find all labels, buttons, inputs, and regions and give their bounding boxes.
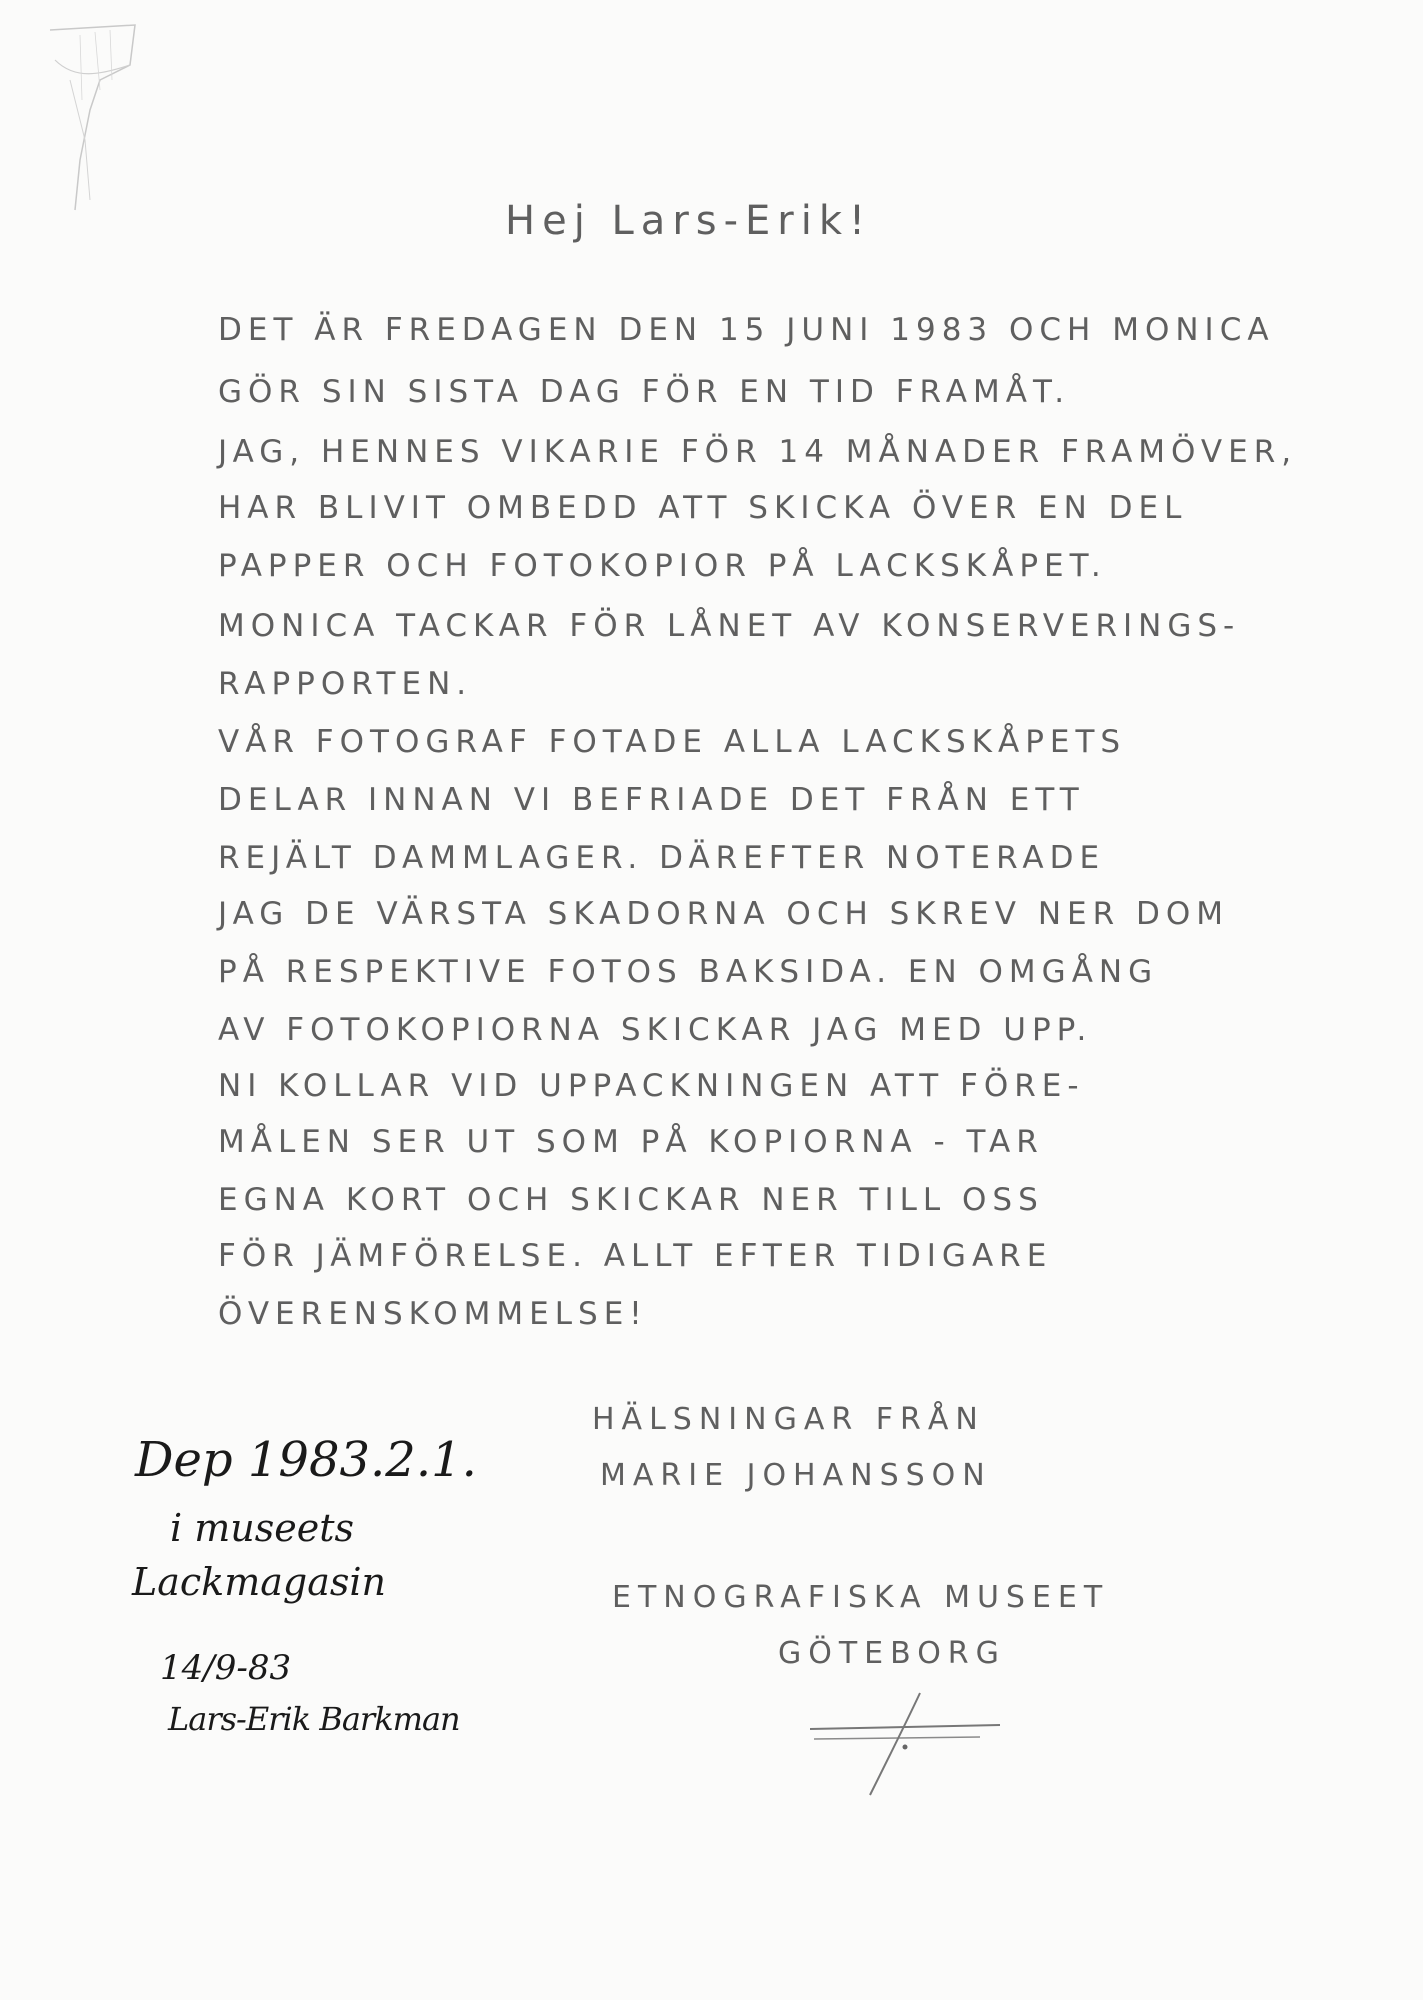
closing-organization: ETNOGRAFISKA MUSEET <box>612 1580 1110 1615</box>
letter-line: GÖR SIN SISTA DAG FÖR EN TID FRAMÅT. <box>218 374 1071 410</box>
letter-line: EGNA KORT OCH SKICKAR NER TILL OSS <box>218 1182 1044 1218</box>
letter-line: JAG, HENNES VIKARIE FÖR 14 MÅNADER FRAMÖVER, <box>218 434 1298 470</box>
deposit-number: Dep 1983.2.1. <box>135 1432 477 1488</box>
letter-line: ÖVERENSKOMMELSE! <box>218 1296 648 1332</box>
closing-greeting: HÄLSNINGAR FRÅN <box>592 1402 985 1437</box>
letter-line: VÅR FOTOGRAF FOTADE ALLA LACKSKÅPETS <box>218 724 1127 760</box>
letter-line: DELAR INNAN VI BEFRIADE DET FRÅN ETT <box>218 782 1085 818</box>
annotation-date: 14/9-83 <box>160 1648 292 1688</box>
letter-line: RAPPORTEN. <box>218 666 473 702</box>
letter-line: REJÄLT DAMMLAGER. DÄREFTER NOTERADE <box>218 840 1106 876</box>
letter-greeting: Hej Lars-Erik! <box>505 198 873 244</box>
letter-line: AV FOTOKOPIORNA SKICKAR JAG MED UPP. <box>218 1012 1093 1048</box>
letter-line: PAPPER OCH FOTOKOPIOR PÅ LACKSKÅPET. <box>218 548 1107 584</box>
letter-line: DET ÄR FREDAGEN DEN 15 JUNI 1983 OCH MONICA <box>218 312 1275 348</box>
annotation-signature: Lars-Erik Barkman <box>168 1700 460 1738</box>
deposit-location-line2: Lackmagasin <box>132 1560 386 1604</box>
letter-line: MÅLEN SER UT SOM PÅ KOPIORNA - TAR <box>218 1124 1044 1160</box>
letter-line: PÅ RESPEKTIVE FOTOS BAKSIDA. EN OMGÅNG <box>218 954 1159 990</box>
deposit-location-line1: i museets <box>170 1506 354 1550</box>
letter-line: FÖR JÄMFÖRELSE. ALLT EFTER TIDIGARE <box>218 1238 1053 1274</box>
closing-name: MARIE JOHANSSON <box>600 1458 992 1493</box>
letter-line: MONICA TACKAR FÖR LÅNET AV KONSERVERINGS- <box>218 608 1241 644</box>
letter-line: JAG DE VÄRSTA SKADORNA OCH SKREV NER DOM <box>218 896 1230 932</box>
letter-line: HAR BLIVIT OMBEDD ATT SKICKA ÖVER EN DEL <box>218 490 1188 526</box>
pencil-initial-mark <box>800 1685 1030 1800</box>
letter-line: NI KOLLAR VID UPPACKNINGEN ATT FÖRE- <box>218 1068 1085 1104</box>
closing-city: GÖTEBORG <box>778 1636 1006 1671</box>
corner-sketch-icon <box>40 20 150 230</box>
